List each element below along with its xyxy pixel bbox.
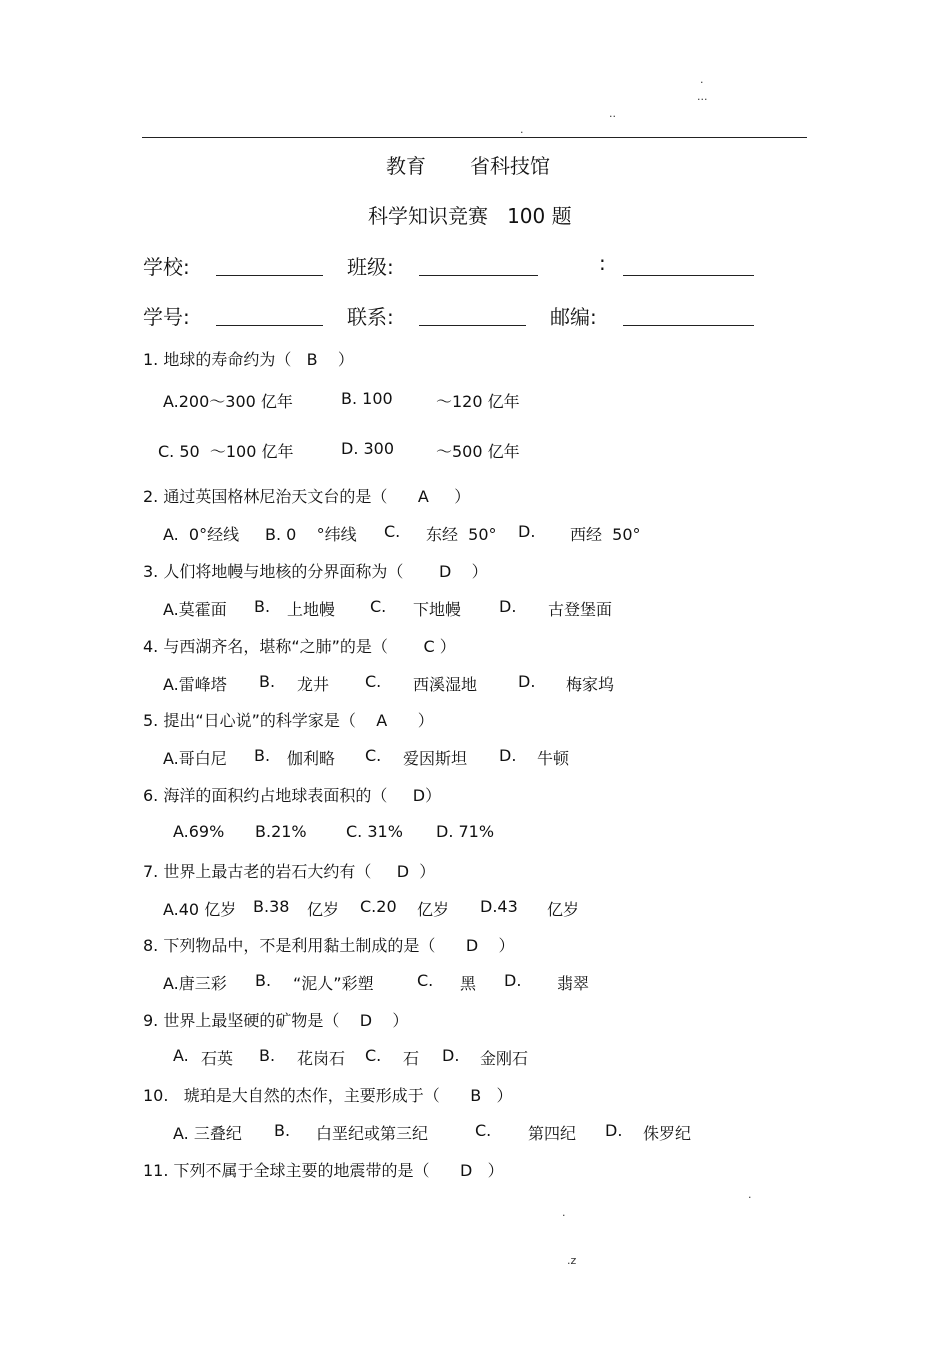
student-no-label: 学号: (143, 305, 190, 329)
option: B. (255, 971, 272, 990)
option: 白垩纪或第三纪 (316, 1124, 429, 1143)
option: 亿岁 (307, 900, 340, 919)
footer-mark: .z (567, 1254, 577, 1267)
option: B. (259, 1046, 276, 1065)
option: 上地幔 (287, 600, 336, 619)
question: 1. 地球的寿命约为（ B ） (143, 350, 354, 369)
option: ～120 亿年 (436, 392, 520, 411)
title-part2: 省科技馆 (470, 154, 550, 178)
question: 4. 与西湖齐名，堪称“之肺”的是（ C ） (143, 637, 456, 656)
option: “泥人”彩塑 (293, 974, 374, 993)
option: B. (259, 672, 276, 691)
option: D. (499, 746, 517, 765)
option: 翡翠 (557, 974, 590, 993)
header-mark: ... (697, 90, 708, 103)
option: B. (254, 597, 271, 616)
option: C. (370, 597, 387, 616)
title-part1: 教育 (386, 154, 426, 178)
option: 亿岁 (417, 900, 450, 919)
option: ～500 亿年 (436, 442, 520, 461)
option: 侏罗纪 (643, 1124, 692, 1143)
option: 牛顿 (537, 749, 570, 768)
option: D. (442, 1046, 460, 1065)
option: D. (605, 1121, 623, 1140)
option: B. (254, 746, 271, 765)
option: 西溪湿地 (413, 675, 478, 694)
contact-label: 联系: (347, 305, 394, 329)
option: A.200～300 亿年 (163, 392, 293, 411)
option: D. (518, 522, 536, 541)
header-mark: . (520, 123, 524, 136)
option: C.20 (360, 897, 397, 916)
option: D. (499, 597, 517, 616)
school-label: 学校: (143, 255, 190, 279)
option: 梅家坞 (566, 675, 615, 694)
option: B.38 (253, 897, 290, 916)
option: D. (518, 672, 536, 691)
option: 古登堡面 (548, 600, 613, 619)
option: C. (365, 1046, 382, 1065)
class-label: 班级: (347, 255, 394, 279)
header-mark: . (700, 73, 704, 86)
option: 伽利略 (287, 749, 336, 768)
option: C. (365, 746, 382, 765)
class-field[interactable] (419, 275, 538, 276)
option: 黑 (460, 974, 477, 993)
option: A. 三叠纪 (173, 1124, 242, 1143)
name-label: : (599, 251, 606, 275)
contact-field[interactable] (419, 325, 526, 326)
postcode-label: 邮编: (550, 305, 597, 329)
option: 亿岁 (547, 900, 580, 919)
option: A.雷峰塔 (163, 675, 227, 694)
question: 8. 下列物品中，不是利用黏土制成的是（ D ） (143, 936, 515, 955)
footer-mark: . (748, 1188, 752, 1201)
option: 石 (403, 1049, 420, 1068)
question: 9. 世界上最坚硬的矿物是（ D ） (143, 1011, 409, 1030)
option: D. 300 (341, 439, 395, 458)
option: A. 0°经线 (163, 525, 240, 544)
option: 金刚石 (480, 1049, 529, 1068)
postcode-field[interactable] (623, 325, 754, 326)
option: A.莫霍面 (163, 600, 227, 619)
option: B. 100 (341, 389, 393, 408)
option: C. (475, 1121, 492, 1140)
student-no-field[interactable] (216, 325, 323, 326)
subtitle: 科学知识竞赛 100 题 (368, 204, 572, 228)
option: 下地幔 (413, 600, 462, 619)
question: 3. 人们将地幔与地核的分界面称为（ D ） (143, 562, 488, 581)
option: C. 31% (346, 822, 403, 841)
option: D. (504, 971, 522, 990)
question: 11. 下列不属于全球主要的地震带的是（ D ） (143, 1161, 504, 1180)
option: B. 0 °纬线 (265, 525, 357, 544)
option: 西经 50° (570, 525, 641, 544)
option: A. (173, 1046, 189, 1065)
option: 爱因斯坦 (403, 749, 468, 768)
question: 6. 海洋的面积约占地球表面积的（ D） (143, 786, 442, 805)
question: 5. 提出“日心说”的科学家是（ A ） (143, 711, 434, 730)
option: C. (365, 672, 382, 691)
header-rule (142, 137, 807, 138)
option: C. (417, 971, 434, 990)
option: D. 71% (436, 822, 495, 841)
option: A.哥白尼 (163, 749, 227, 768)
option: A.唐三彩 (163, 974, 227, 993)
option: A.40 亿岁 (163, 900, 237, 919)
option: 龙井 (297, 675, 330, 694)
question: 2. 通过英国格林尼治天文台的是（ A ） (143, 487, 471, 506)
name-field[interactable] (623, 275, 754, 276)
option: C. 50 ～100 亿年 (158, 442, 294, 461)
option: C. (384, 522, 401, 541)
option: A.69% (173, 822, 225, 841)
option: 石英 (201, 1049, 234, 1068)
header-mark: .. (609, 107, 616, 120)
option: B. (274, 1121, 291, 1140)
footer-mark: . (562, 1206, 566, 1219)
question: 10. 琥珀是大自然的杰作，主要形成于（ B ） (143, 1086, 513, 1105)
option: 东经 50° (426, 525, 497, 544)
school-field[interactable] (216, 275, 323, 276)
option: B.21% (255, 822, 307, 841)
question: 7. 世界上最古老的岩石大约有（ D ） (143, 862, 436, 881)
option: 第四纪 (528, 1124, 577, 1143)
option: D.43 (480, 897, 518, 916)
option: 花岗石 (297, 1049, 346, 1068)
